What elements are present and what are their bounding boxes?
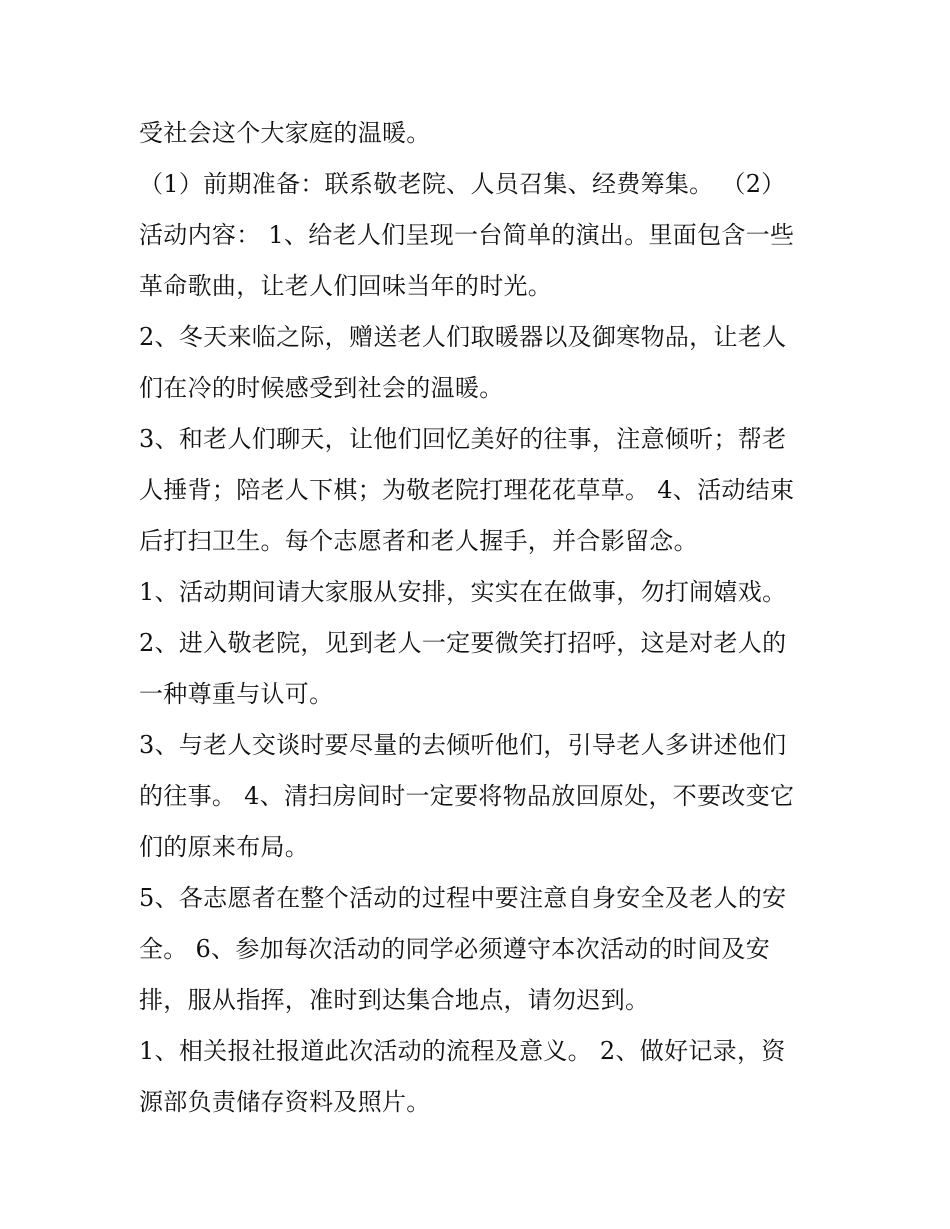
text-line: 1、相关报社报道此次活动的流程及意义。 2、做好记录，资 — [139, 1037, 786, 1065]
text-line: 一种尊重与认可。 — [139, 680, 334, 708]
text-line: 后打扫卫生。每个志愿者和老人握手，并合影留念。 — [139, 527, 698, 555]
text-line: 人捶背；陪老人下棋；为敬老院打理花花草草。 4、活动结束 — [139, 476, 795, 504]
text-line: 5、各志愿者在整个活动的过程中要注意自身安全及老人的安 — [139, 884, 787, 912]
text-line: 全。 6、参加每次活动的同学必须遵守本次活动的时间及安 — [139, 935, 770, 963]
text-line: 2、进入敬老院，见到老人一定要微笑打招呼，这是对老人的 — [139, 629, 787, 657]
text-line: 2、冬天来临之际，赠送老人们取暖器以及御寒物品，让老人 — [139, 323, 787, 351]
text-line: 1、活动期间请大家服从安排，实实在在做事，勿打闹嬉戏。 — [139, 578, 787, 606]
text-line: 们的原来布局。 — [139, 833, 310, 861]
text-line: 3、和老人们聊天，让他们回忆美好的往事，注意倾听；帮老 — [139, 425, 787, 453]
text-line: 排，服从指挥，准时到达集合地点，请勿迟到。 — [139, 986, 650, 1014]
text-line: 受社会这个大家庭的温暖。 — [139, 119, 431, 147]
body-text — [139, 108, 819, 1128]
text-line: 活动内容： 1、给老人们呈现一台简单的演出。里面包含一些 — [139, 221, 795, 249]
text-line: 的往事。 4、清扫房间时一定要将物品放回原处，不要改变它 — [139, 782, 795, 810]
text-line: （1）前期准备：联系敬老院、人员召集、经费筹集。 （2） — [139, 170, 786, 198]
text-line: 革命歌曲，让老人们回味当年的时光。 — [139, 272, 553, 300]
text-line: 源部负责储存资料及照片。 — [139, 1088, 431, 1116]
text-line: 们在冷的时候感受到社会的温暖。 — [139, 374, 504, 402]
text-line: 3、与老人交谈时要尽量的去倾听他们，引导老人多讲述他们 — [139, 731, 787, 759]
